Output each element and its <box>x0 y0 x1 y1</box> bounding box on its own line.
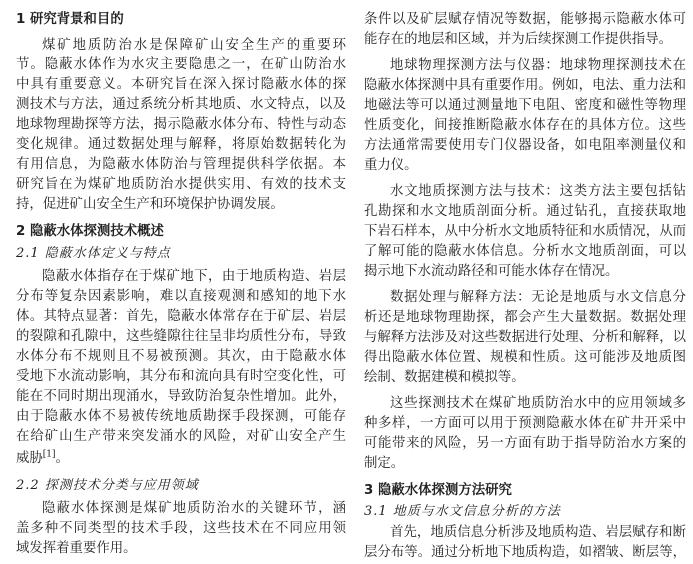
paragraph-2-line: 水体分布不规则且不易被预测。其次，由于隐蔽水体 <box>16 349 346 364</box>
paragraph-hydro-line: 了解可能的隐蔽水体信息。分析水文地质剖面，可以 <box>364 244 686 259</box>
paragraph-data-line: 绘制、数据建模和模拟等。 <box>364 370 525 385</box>
paragraph-3-line: 隐蔽水体探测是煤矿地质防治水的关键环节，涵 <box>42 501 346 516</box>
paragraph-2-line: 体。其特点显著：首先，隐蔽水体常存在于矿层、岩层 <box>16 309 346 324</box>
paragraph-2-line: 的裂隙和孔隙中，这些缝隙往往呈非均质性分布，导致 <box>16 329 346 344</box>
paragraph-2-last-line <box>16 450 69 468</box>
paragraph-3-1-line: 首先，地质信息分析涉及地质构造、岩层赋存和断 <box>390 525 686 540</box>
paragraph-geo-line: 方法通常需要使用专门仪器设备，如电阻率测量仪和 <box>364 138 686 153</box>
paragraph-1-line: 煤矿地质防治水是保障矿山安全生产的重要环 <box>42 38 346 53</box>
paragraph-geo-line: 地球物理探测方法与仪器：地球物理探测技术在 <box>390 58 686 73</box>
paragraph-apply-line: 种多样，一方面可以用于预测隐蔽水体在矿井开采中 <box>364 416 686 431</box>
paragraph-hydro-line: 下岩石样本，从中分析水文地质特征和水质情况，从而 <box>364 224 686 239</box>
paragraph-1-line: 测技术与方法，通过系统分析其地质、水文特点，以及 <box>16 97 346 112</box>
subsection-2-1-heading: 2.1 隐蔽水体定义与特点 <box>16 246 171 261</box>
paragraph-1-line: 变化规律。通过数据处理与解释，将原始数据转化为 <box>16 137 346 152</box>
paragraph-apply-line: 可能带来的风险，另一方面有助于指导防治水方案的 <box>364 436 686 451</box>
subsection-3-1-heading: 3.1 地质与水文信息分析的方法 <box>364 504 561 519</box>
paragraph-2-line: 由于隐蔽水体不易被传统地质勘探手段探测，可能存 <box>16 409 346 424</box>
paragraph-geo-line: 隐蔽水体探测中具有重要作用。例如，电法、重力法和 <box>364 78 686 93</box>
paragraph-data-line: 得出隐蔽水体位置、规模和性质。这可能涉及地质图 <box>364 350 686 365</box>
paragraph-1-line: 节。隐蔽水体作为水灾主要隐患之一，在矿山防治水 <box>16 57 346 72</box>
paragraph-data-line: 析还是地球物理勘探，都会产生大量数据。数据处理 <box>364 310 686 325</box>
paragraph-1-line: 持，促进矿山安全生产和环境保护协调发展。 <box>16 197 284 212</box>
paragraph-3-line: 域发挥着重要作用。 <box>16 541 137 556</box>
paragraph-1-line: 中具有重要意义。本研究旨在深入探讨隐蔽水体的探 <box>16 77 346 92</box>
paragraph-hydro-line: 孔勘探和水文地质剖面分析。通过钻孔，直接获取地 <box>364 204 686 219</box>
paragraph-2-line: 受地下水流动影响，其分布和流向具有时空变化性，可 <box>16 369 346 384</box>
paragraph-data-line: 与解释方法涉及对这些数据进行处理、分析和解释，以 <box>364 330 686 345</box>
paragraph-2-line: 分布等复杂因素影响，难以直接观测和感知的地下水 <box>16 289 346 304</box>
paragraph-2-line: 能在不同时期出现涌水，导致防治复杂性增加。此外， <box>16 389 346 404</box>
paragraph-hydro-line: 水文地质探测方法与技术：这类方法主要包括钻 <box>390 184 686 199</box>
paragraph-1-line: 地球物理勘探等方法，揭示隐蔽水体分布、特性与动态 <box>16 117 346 132</box>
section-1-heading: 1 研究背景和目的 <box>16 12 124 27</box>
paragraph-hydro-line: 揭示地下水流动路径和可能水体存在情况。 <box>364 264 619 279</box>
paragraph-2-end-text: 威胁 <box>16 451 43 466</box>
paragraph-geo-line: 地磁法等可以通过测量地下电阻、密度和磁性等物理 <box>364 98 686 113</box>
paragraph-top-line: 能存在的地层和区域，并为后续探测工作提供指导。 <box>364 32 672 47</box>
section-2-heading: 2 隐蔽水体探测技术概述 <box>16 224 164 239</box>
paragraph-1-line: 有用信息，为隐蔽水体防治与管理提供科学依据。本 <box>16 157 346 172</box>
paragraph-1-line: 研究旨在为煤矿地质防治水提供实用、有效的技术支 <box>16 177 346 192</box>
paragraph-2-end-punct: 。 <box>55 451 69 466</box>
paragraph-top-line: 条件以及矿层赋存情况等数据，能够揭示隐蔽水体可 <box>364 12 686 27</box>
paragraph-2-line: 隐蔽水体指存在于煤矿地下，由于地质构造、岩层 <box>42 269 346 284</box>
paragraph-geo-line: 性质变化，间接推断隐蔽水体存在的具体方位。这些 <box>364 118 686 133</box>
subsection-2-2-heading: 2.2 探测技术分类与应用领域 <box>16 478 199 493</box>
paragraph-3-line: 盖多种不同类型的技术手段，这些技术在不同应用领 <box>16 521 346 536</box>
paragraph-geo-line: 重力仪。 <box>364 158 418 173</box>
paragraph-apply-line: 制定。 <box>364 456 405 471</box>
paragraph-3-1-line: 层分布等。通过分析地下地质构造，如褶皱、断层等， <box>364 545 686 560</box>
paragraph-2-line: 在给矿山生产带来突发涌水的风险，对矿山安全产生 <box>16 429 346 444</box>
paragraph-data-line: 数据处理与解释方法：无论是地质与水文信息分 <box>390 290 686 305</box>
section-3-heading: 3 隐蔽水体探测方法研究 <box>364 483 512 498</box>
citation-marker[interactable]: [1] <box>42 449 56 460</box>
paragraph-apply-line: 这些探测技术在煤矿地质防治水中的应用领域多 <box>390 396 686 411</box>
